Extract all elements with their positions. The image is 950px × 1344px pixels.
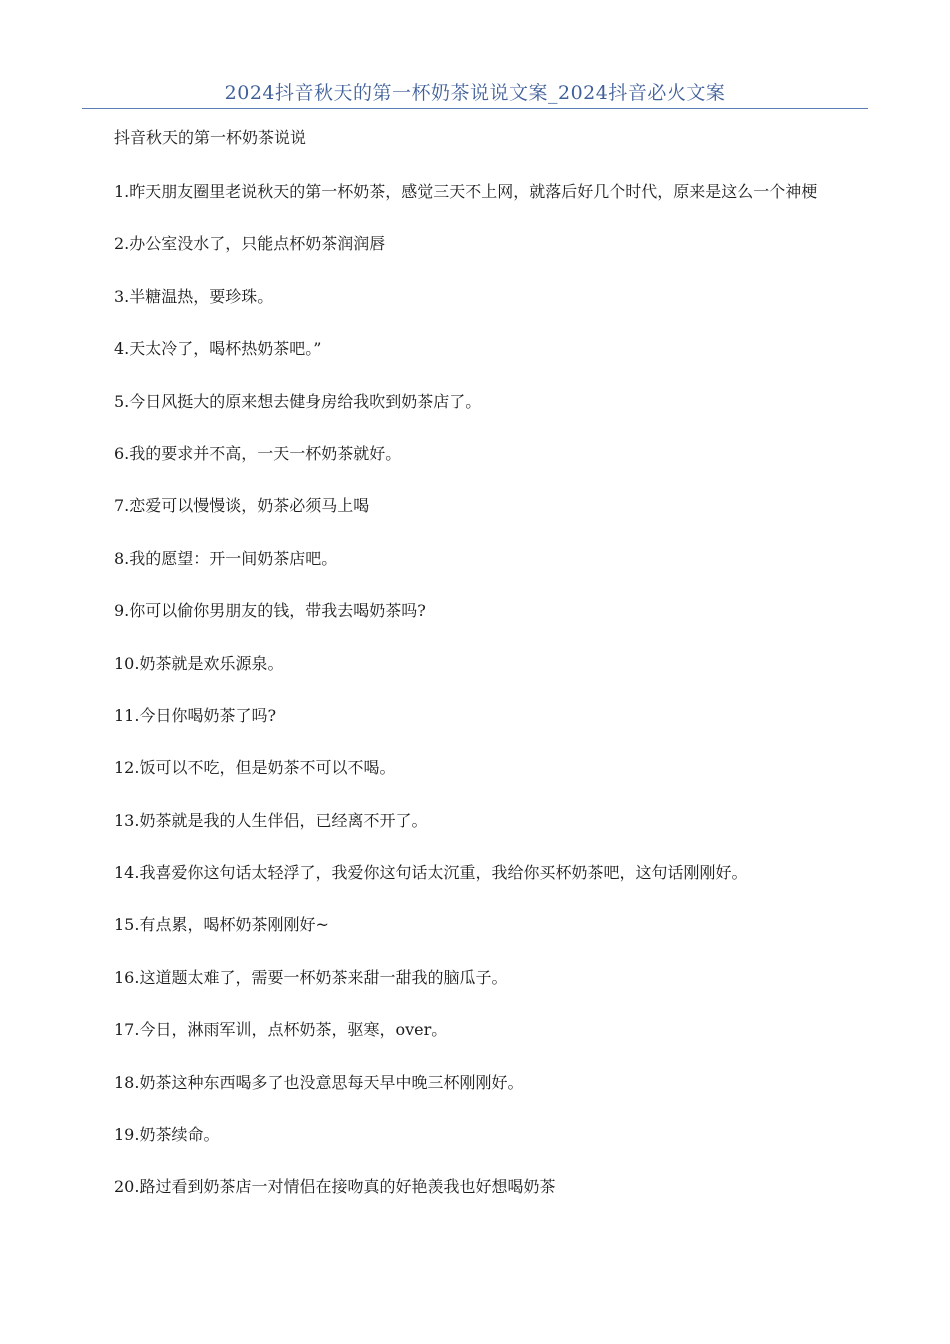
list-item: 1.昨天朋友圈里老说秋天的第一杯奶茶，感觉三天不上网，就落后好几个时代，原来是这么一个神梗 xyxy=(114,182,818,201)
document-subtitle: 抖音秋天的第一杯奶茶说说 xyxy=(114,128,307,147)
list-item: 16.这道题太难了，需要一杯奶茶来甜一甜我的脑瓜子。 xyxy=(114,967,508,987)
list-item: 9.你可以偷你男朋友的钱，带我去喝奶茶吗? xyxy=(114,601,426,621)
list-item: 11.今日你喝奶茶了吗? xyxy=(114,705,277,725)
list-item: 18.奶茶这种东西喝多了也没意思每天早中晚三杯刚刚好。 xyxy=(114,1072,524,1092)
page-title: 2024抖音秋天的第一杯奶茶说说文案_2024抖音必火文案 xyxy=(224,82,726,104)
list-item: 8.我的愿望：开一间奶茶店吧。 xyxy=(114,548,338,568)
item-list xyxy=(82,172,868,1207)
list-item: 6.我的要求并不高，一天一杯奶茶就好。 xyxy=(114,443,402,463)
document-body xyxy=(82,120,868,1207)
list-item: 20.路过看到奶茶店一对情侣在接吻真的好艳羡我也好想喝奶茶 xyxy=(114,1177,556,1197)
list-item: 12.饭可以不吃，但是奶茶不可以不喝。 xyxy=(114,758,396,778)
list-item: 7.恋爱可以慢慢谈，奶茶必须马上喝 xyxy=(114,496,370,516)
page-header xyxy=(82,78,868,109)
list-item: 2.办公室没水了，只能点杯奶茶润润唇 xyxy=(114,234,386,254)
list-item: 15.有点累，喝杯奶茶刚刚好~ xyxy=(114,915,329,935)
list-item: 3.半糖温热，要珍珠。 xyxy=(114,286,274,306)
list-item: 4.天太冷了，喝杯热奶茶吧。” xyxy=(114,339,322,359)
list-item: 5.今日风挺大的原来想去健身房给我吹到奶茶店了。 xyxy=(114,391,482,411)
list-item: 10.奶茶就是欢乐源泉。 xyxy=(114,653,284,673)
list-item: 19.奶茶续命。 xyxy=(114,1125,220,1145)
list-item: 14.我喜爱你这句话太轻浮了，我爱你这句话太沉重，我给你买杯奶茶吧，这句话刚刚好。 xyxy=(114,863,748,883)
list-item: 13.奶茶就是我的人生伴侣，已经离不开了。 xyxy=(114,810,428,830)
list-item: 17.今日，淋雨军训，点杯奶茶，驱寒，over。 xyxy=(114,1020,448,1040)
